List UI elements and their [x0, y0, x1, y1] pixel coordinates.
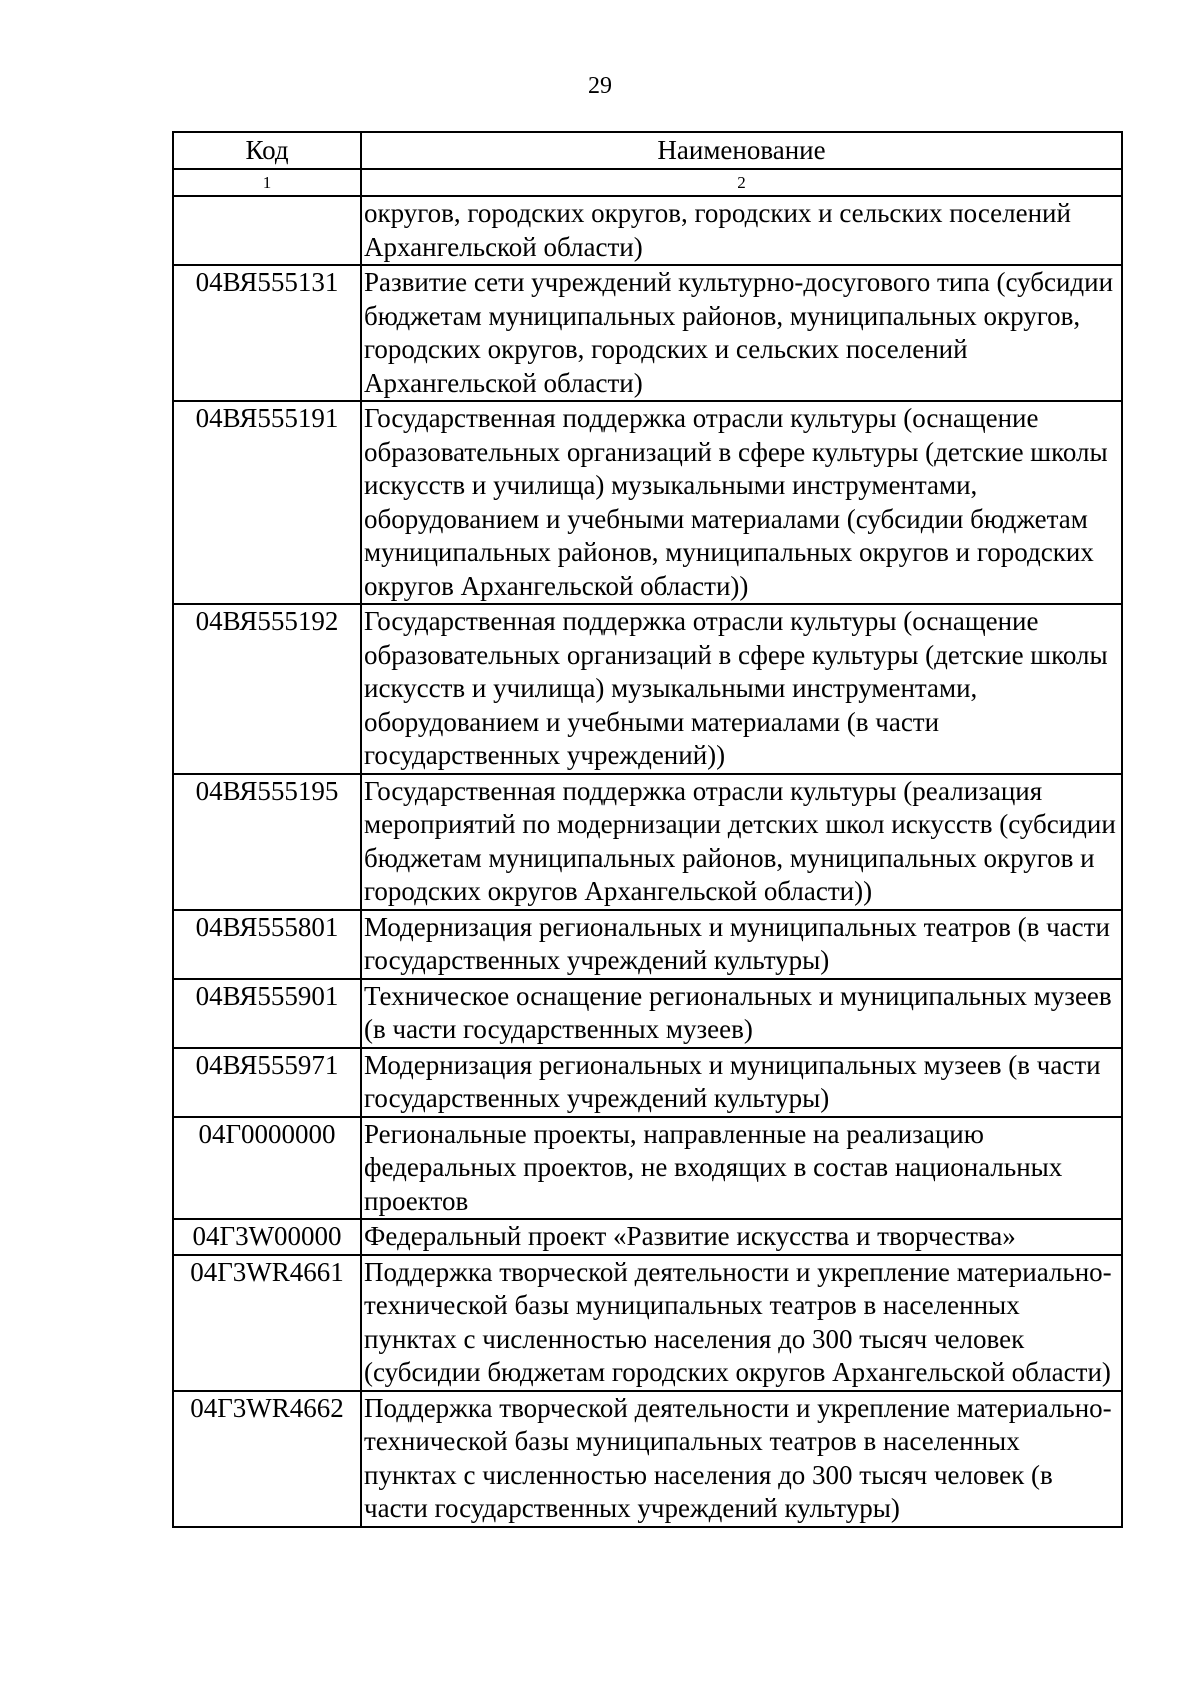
table-row	[173, 1255, 1122, 1391]
code-cell: 04ВЯ555801	[173, 910, 361, 979]
code-cell: 04Г3WR4661	[173, 1255, 361, 1391]
name-cell: Государственная поддержка отрасли культуры (оснащение образовательных организаций в сфере культуры (детские школы искусств и училища) музыкальными инструментами, оборудованием и учебными материалами (субсидии бюджетам муниципальных районов, муниципальных округов и городских округов Архангельской области))	[361, 401, 1122, 604]
header-code: Код	[173, 132, 361, 169]
budget-code-table	[172, 131, 1123, 1528]
code-cell: 04Г3WR4662	[173, 1391, 361, 1527]
header-name: Наименование	[361, 132, 1122, 169]
name-cell: Региональные проекты, направленные на реализацию федеральных проектов, не входящих в состав национальных проектов	[361, 1117, 1122, 1220]
name-cell: округов, городских округов, городских и сельских поселений Архангельской области)	[361, 196, 1122, 265]
code-cell: 04ВЯ555192	[173, 604, 361, 774]
name-cell: Техническое оснащение региональных и муниципальных музеев (в части государственных музеев)	[361, 979, 1122, 1048]
page-number: 29	[588, 73, 612, 99]
code-cell: 04ВЯ555191	[173, 401, 361, 604]
code-cell: 04ВЯ555971	[173, 1048, 361, 1117]
name-cell: Поддержка творческой деятельности и укрепление материально-технической базы муниципальных театров в населенных пунктах с численностью населения до 300 тысяч человек (субсидии бюджетам городских округов Архангельской области)	[361, 1255, 1122, 1391]
code-cell: 04ВЯ555901	[173, 979, 361, 1048]
table-row	[173, 979, 1122, 1048]
name-cell: Государственная поддержка отрасли культуры (оснащение образовательных организаций в сфере культуры (детские школы искусств и училища) музыкальными инструментами, оборудованием и учебными материалами (в части государственных учреждений))	[361, 604, 1122, 774]
column-number-2: 2	[361, 169, 1122, 196]
table-row	[173, 1219, 1122, 1255]
code-cell: 04ВЯ555195	[173, 774, 361, 910]
table-row	[173, 196, 1122, 265]
table-header-row	[173, 132, 1122, 169]
name-cell: Государственная поддержка отрасли культуры (реализация мероприятий по модернизации детских школ искусств (субсидии бюджетам муниципальных районов, муниципальных округов и городских округов Архангельской области))	[361, 774, 1122, 910]
column-number-row	[173, 169, 1122, 196]
column-number-1: 1	[173, 169, 361, 196]
table-row	[173, 1048, 1122, 1117]
table-row	[173, 774, 1122, 910]
code-cell: 04Г3W00000	[173, 1219, 361, 1255]
code-cell: 04Г0000000	[173, 1117, 361, 1220]
table-row	[173, 1391, 1122, 1527]
table-row	[173, 910, 1122, 979]
table-row	[173, 265, 1122, 401]
code-cell: 04ВЯ555131	[173, 265, 361, 401]
code-cell	[173, 196, 361, 265]
name-cell: Федеральный проект «Развитие искусства и творчества»	[361, 1219, 1122, 1255]
table-row	[173, 401, 1122, 604]
name-cell: Модернизация региональных и муниципальных театров (в части государственных учреждений культуры)	[361, 910, 1122, 979]
table-row	[173, 1117, 1122, 1220]
name-cell: Поддержка творческой деятельности и укрепление материально-технической базы муниципальных театров в населенных пунктах с численностью населения до 300 тысяч человек (в части государственных учреждений культуры)	[361, 1391, 1122, 1527]
table-row	[173, 604, 1122, 774]
name-cell: Развитие сети учреждений культурно-досугового типа (субсидии бюджетам муниципальных районов, муниципальных округов, городских округов, городских и сельских поселений Архангельской области)	[361, 265, 1122, 401]
name-cell: Модернизация региональных и муниципальных музеев (в части государственных учреждений культуры)	[361, 1048, 1122, 1117]
